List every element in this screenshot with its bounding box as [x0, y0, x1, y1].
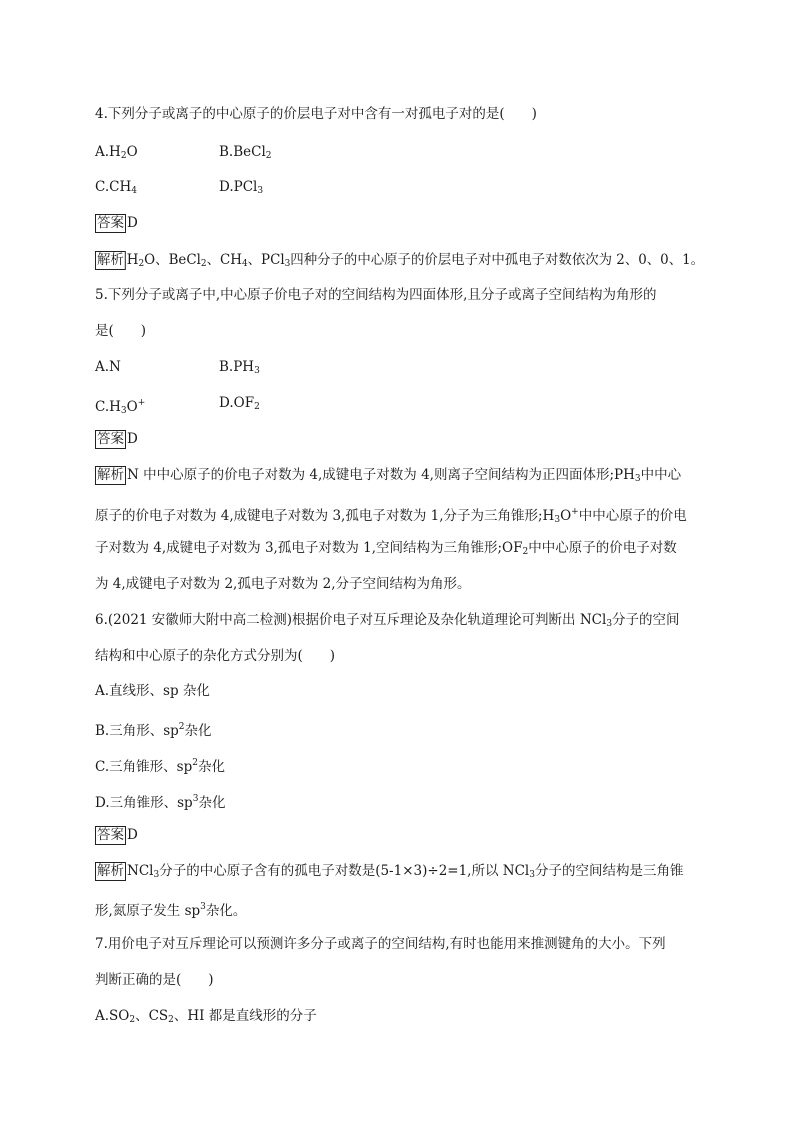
q5-analysis-line2: 原子的价电子对数为 4,成键电子对数为 3,孤电子对数为 1,分子为三角锥形$;H_3O^+$中中心原子的价电	[95, 507, 687, 525]
q5-option-c: $C.H_3O^+$	[95, 398, 146, 416]
q5-stem-line2: 是( )	[95, 323, 147, 339]
q6-stem-line2: 结构和中心原子的杂化方式分别为( )	[95, 648, 336, 664]
analysis-label: 解析	[97, 467, 124, 483]
q6-analysis-line1: 解析 NCl$_3$分子的中心原子含有的孤电子对数是(5-1×3)÷2=1,所以 NCl$_3$分子的空间结构是三角锥	[97, 863, 684, 880]
q5-analysis-line1: 解析 N 中中心原子的价电子对数为 4,成键电子对数为 4,则离子空间结构为正四面体形$;PH_3$中中心	[97, 467, 682, 484]
q4-option-a: $A.H_2O$	[95, 144, 138, 161]
q5-analysis-line4: 为 4,成键电子对数为 2,孤电子对数为 2,分子空间结构为角形。	[95, 576, 471, 592]
answer-label: 答案	[97, 431, 124, 447]
q4-answer: 答案 D	[97, 215, 138, 231]
q6-stem-line1: 6.(2021 安徽师大附中高二检测)根据价电子对互斥理论及杂化轨道理论可判断出 NCl$_3$分子的空间	[95, 612, 680, 629]
q5-analysis-line3: 子对数为 4,成键电子对数为 3,孤电子对数为 1,空间结构为三角锥形$;OF_2$中中心原子的价电子对数	[95, 540, 677, 557]
q5-answer: 答案 D	[97, 431, 138, 447]
q6-analysis-line2: 形,氮原子发生 $sp^3$杂化。	[95, 902, 247, 919]
q4-option-c: $C.CH_4$	[95, 179, 137, 196]
q5-option-a: A.N	[95, 359, 121, 375]
q7-option-a: $A.SO_2$、$CS_2$、HI 都是直线形的分子	[95, 1008, 317, 1025]
q4-option-b: B.BeCl$_2$	[219, 144, 272, 161]
q6-option-c: C.三角锥形、$sp^2$杂化	[95, 758, 225, 775]
q4-option-d: D.PCl$_3$	[219, 179, 264, 196]
q4-analysis: 解析 $H_2O$、BeCl$_2$、$CH_4$、PCl$_3$四种分子的中心原子的价层电子对中孤电子对数依次为 2、0、0、1。	[96, 252, 705, 269]
analysis-label: 解析	[96, 252, 124, 268]
q6-option-a: A.直线形、sp 杂化	[95, 683, 210, 699]
q7-stem-line2: 判断正确的是( )	[95, 972, 214, 988]
q6-answer: 答案 D	[97, 827, 138, 843]
answer-label: 答案	[97, 215, 124, 231]
q7-stem-line1: 7.用价电子对互斥理论可以预测许多分子或离子的空间结构,有时也能用来推测键角的大小。下列	[95, 936, 666, 952]
q6-option-d: D.三角锥形、$sp^3$杂化	[95, 794, 226, 811]
q5-stem-line1: 5.下列分子或离子中,中心原子价电子对的空间结构为四面体形,且分子或离子空间结构为角形的	[95, 287, 657, 303]
q4-stem: 4.下列分子或离子的中心原子的价层电子对中含有一对孤电子对的是( )	[95, 106, 537, 122]
analysis-label: 解析	[97, 863, 124, 879]
answer-label: 答案	[97, 827, 124, 843]
q5-option-d: $D.OF_2$	[219, 395, 260, 412]
q6-option-b: B.三角形、$sp^2$杂化	[95, 722, 212, 739]
q5-option-b: $B.PH_3$	[219, 359, 260, 376]
